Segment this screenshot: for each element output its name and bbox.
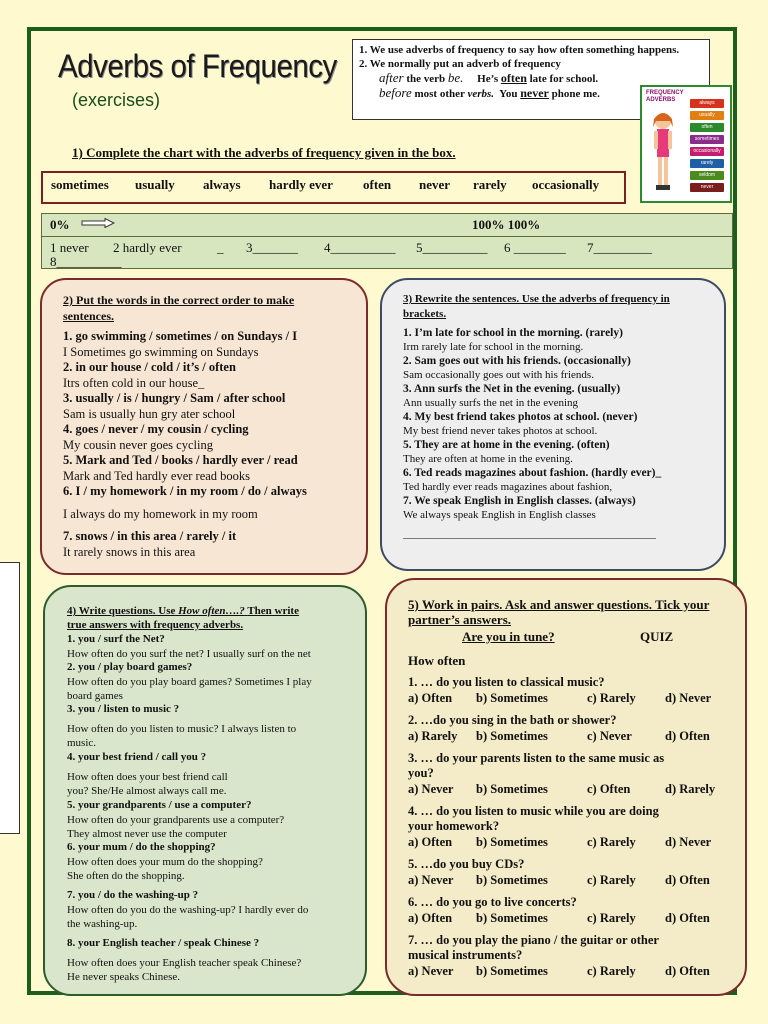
exercise-4-question: 8. your English teacher / speak Chinese ? bbox=[67, 937, 260, 949]
exercise-2-answer: Mark and Ted hardly ever read books bbox=[63, 469, 251, 483]
quiz-title: Are you in tune? bbox=[462, 629, 555, 644]
quiz-option[interactable]: c) Rarely bbox=[587, 835, 636, 849]
exercise-4-answer-cont: She often do the shopping. bbox=[67, 870, 185, 882]
rule-2: 2. We normally put an adverb of frequency bbox=[359, 58, 561, 70]
exercise-4-question: 2. you / play board games? bbox=[67, 661, 193, 673]
quiz-option[interactable]: c) Rarely bbox=[587, 691, 636, 705]
quiz-question: 7. … do you play the piano / the guitar or other bbox=[408, 933, 659, 947]
exercise-4-question: 7. you / do the washing-up ? bbox=[67, 889, 199, 901]
word-box-item: always bbox=[203, 177, 241, 192]
exercise-4-question: 4. your best friend / call you ? bbox=[67, 751, 207, 763]
exercise-2-question: 3. usually / is / hungry / Sam / after school bbox=[63, 391, 286, 405]
exercise-4-answer: How often does your best friend call bbox=[67, 771, 228, 783]
exercise-4-answer: How often do you do the washing-up? I hardly ever do bbox=[67, 904, 309, 916]
quiz-option[interactable]: b) Sometimes bbox=[476, 964, 548, 978]
exercise-3-answer: Sam occasionally goes out with his friends. bbox=[403, 369, 594, 381]
poster-tag-list bbox=[690, 99, 724, 195]
exercise-3-answer: Ted hardly ever reads magazines about fashion, bbox=[403, 481, 613, 493]
quiz-option[interactable]: a) Often bbox=[408, 691, 453, 705]
quiz-option[interactable]: a) Often bbox=[408, 911, 453, 925]
quiz-option[interactable]: d) Never bbox=[665, 835, 712, 849]
exercise-2-answer: My cousin never goes cycling bbox=[63, 438, 213, 452]
quiz-option[interactable]: a) Never bbox=[408, 782, 454, 796]
exercise-1-instruction: 1) Complete the chart with the adverbs of frequency given in the box. bbox=[72, 145, 456, 160]
exercise-3-answer: We always speak English in English classes bbox=[403, 509, 596, 521]
exercise-3-answer: They are often at home in the evening. bbox=[403, 453, 573, 465]
scale-slot-5: 5__________ bbox=[416, 240, 488, 255]
quiz-option[interactable]: d) Often bbox=[665, 729, 710, 743]
word-box-item: usually bbox=[135, 177, 175, 192]
exercise-5-instruction: 5) Work in pairs. Ask and answer questions. Tick your partner’s answers. bbox=[408, 597, 710, 627]
exercise-2-instruction: 2) Put the words in the correct order to make sentences. bbox=[63, 293, 295, 323]
exercise-4-answer-cont: They almost never use the computer bbox=[67, 828, 227, 840]
exercise-4-answer: How often do you play board games? Sometimes I play bbox=[67, 676, 312, 688]
exercise-4-answer: How often do you surf the net? I usually surf on the net bbox=[67, 648, 311, 660]
quiz-question: 2. …do you sing in the bath or shower? bbox=[408, 713, 617, 727]
exercise-3-answer: Ann usually surfs the net in the evening bbox=[403, 397, 579, 409]
quiz-option[interactable]: b) Sometimes bbox=[476, 911, 548, 925]
quiz-option[interactable]: a) Never bbox=[408, 964, 454, 978]
exercise-2-question: 2. in our house / cold / it’s / often bbox=[63, 360, 236, 374]
exercise-3-question: 1. I’m late for school in the morning. (rarely) bbox=[403, 327, 623, 339]
word-box bbox=[41, 171, 626, 204]
quiz-option[interactable]: b) Sometimes bbox=[476, 782, 548, 796]
word-box-item: rarely bbox=[473, 177, 507, 192]
quiz-how-often: How often bbox=[408, 653, 466, 668]
poster-tag: rarely bbox=[690, 159, 724, 168]
exercise-2-answer: I Sometimes go swimming on Sundays bbox=[63, 345, 259, 359]
exercise-2-answer: I always do my homework in my room bbox=[63, 507, 258, 521]
exercise-4-instruction: 4) Write questions. Use How often….? Then write bbox=[67, 605, 299, 617]
quiz-option[interactable]: a) Rarely bbox=[408, 729, 458, 743]
poster-tag: occasionally bbox=[690, 147, 724, 156]
word-box-item: occasionally bbox=[532, 177, 600, 192]
quiz-question: 3. … do your parents listen to the same music as bbox=[408, 751, 665, 765]
poster-tag: usually bbox=[690, 111, 724, 120]
poster-title: FREQUENCY ADVERBS bbox=[646, 90, 684, 103]
poster-tag: seldom bbox=[690, 171, 724, 180]
word-box-item: sometimes bbox=[51, 177, 109, 192]
exercise-3-question: 5. They are at home in the evening. (often) bbox=[403, 439, 610, 451]
scale-slot-2: 2 hardly ever bbox=[113, 240, 182, 255]
quiz-option[interactable]: c) Rarely bbox=[587, 964, 636, 978]
rule-2-example-before: before most other verbs. You never phone me. bbox=[379, 85, 600, 100]
word-box-item: never bbox=[419, 177, 451, 192]
frequency-adverbs-poster bbox=[640, 85, 732, 203]
scale-slot-1: 1 never bbox=[50, 240, 89, 255]
exercise-4-answer-cont: you? She/He almost always call me. bbox=[67, 785, 227, 797]
quiz-option[interactable]: d) Never bbox=[665, 691, 712, 705]
quiz-option[interactable]: d) Often bbox=[665, 911, 710, 925]
quiz-option[interactable]: c) Rarely bbox=[587, 873, 636, 887]
scale-right-label: 100% 100% bbox=[472, 217, 541, 232]
rule-1: 1. We use adverbs of frequency to say how often something happens. bbox=[359, 44, 680, 56]
quiz-question: 5. …do you buy CDs? bbox=[408, 857, 525, 871]
exercise-4-question: 5. your grandparents / use a computer? bbox=[67, 799, 252, 811]
exercise-3-instruction: 3) Rewrite the sentences. Use the adverbs of frequency in brackets. bbox=[403, 293, 670, 320]
exercise-2-question: 6. I / my homework / in my room / do / always bbox=[63, 484, 307, 498]
quiz-question-cont: musical instruments? bbox=[408, 948, 523, 962]
poster-tag: always bbox=[690, 99, 724, 108]
quiz-option[interactable]: c) Often bbox=[587, 782, 631, 796]
exercise-3-answer: Irm rarely late for school in the morning. bbox=[403, 341, 584, 353]
exercise-4-question: 6. your mum / do the shopping? bbox=[67, 841, 216, 853]
quiz-question-cont: your homework? bbox=[408, 819, 500, 833]
quiz-question: 4. … do you listen to music while you are doing bbox=[408, 804, 659, 818]
exercise-4-answer: How often do you listen to music? I always listen to bbox=[67, 723, 297, 735]
quiz-option[interactable]: a) Often bbox=[408, 835, 453, 849]
quiz-option[interactable]: b) Sometimes bbox=[476, 873, 548, 887]
exercise-2-question: 4. goes / never / my cousin / cycling bbox=[63, 422, 249, 436]
poster-tag: sometimes bbox=[690, 135, 724, 144]
scale-slot-7: 7_________ bbox=[587, 240, 652, 255]
exercise-3-question: 3. Ann surfs the Net in the evening. (usually) bbox=[403, 383, 621, 395]
quiz-option[interactable]: b) Sometimes bbox=[476, 835, 548, 849]
word-box-item: hardly ever bbox=[269, 177, 333, 192]
quiz-option[interactable]: d) Rarely bbox=[665, 782, 716, 796]
left-margin-box bbox=[0, 562, 20, 834]
exercise-2-question: 1. go swimming / sometimes / on Sundays / I bbox=[63, 329, 298, 343]
quiz-option[interactable]: c) Never bbox=[587, 729, 632, 743]
exercise-2-question: 7. snows / in this area / rarely / it bbox=[63, 529, 237, 543]
exercise-4-answer: How often do your grandparents use a computer? bbox=[67, 814, 285, 826]
scale-left-label: 0% bbox=[50, 217, 70, 232]
quiz-label: QUIZ bbox=[640, 629, 674, 644]
quiz-option[interactable]: b) Sometimes bbox=[476, 729, 548, 743]
exercise-3-answer: My best friend never takes photos at school. bbox=[403, 425, 598, 437]
exercise-4-answer-cont: He never speaks Chinese. bbox=[67, 971, 181, 983]
right-arrow-icon bbox=[81, 218, 115, 228]
quiz-option[interactable]: d) Often bbox=[665, 964, 710, 978]
scale-slot-6: 6 ________ bbox=[504, 240, 566, 255]
exercise-2-question: 5. Mark and Ted / books / hardly ever / read bbox=[63, 453, 298, 467]
exercise-4-question: 1. you / surf the Net? bbox=[67, 633, 165, 645]
exercise-2-answer: Itrs often cold in our house_ bbox=[63, 376, 205, 390]
frequency-scale-chart bbox=[41, 213, 733, 269]
scale-slot-3: 3_______ bbox=[246, 240, 298, 255]
exercise-4-answer: How often does your mum do the shopping? bbox=[67, 856, 263, 868]
girl-illustration-icon bbox=[650, 109, 676, 195]
exercise-3-question: 2. Sam goes out with his friends. (occasionally) bbox=[403, 355, 631, 367]
exercise-4-question: 3. you / listen to music ? bbox=[67, 703, 180, 715]
exercise-4-instruction-line2: true answers with frequency adverbs. bbox=[67, 619, 244, 631]
scale-slot-8: 8__________ bbox=[50, 254, 122, 269]
exercise-4-answer-cont: music. bbox=[67, 737, 97, 749]
exercise-4-answer-cont: board games bbox=[67, 690, 123, 702]
poster-tag: never bbox=[690, 183, 724, 192]
exercise-3-question: 6. Ted reads magazines about fashion. (hardly ever)_ bbox=[403, 467, 662, 479]
exercise-3-question: 7. We speak English in English classes. (always) bbox=[403, 495, 636, 507]
quiz-question: 1. … do you listen to classical music? bbox=[408, 675, 605, 689]
word-box-item: often bbox=[363, 177, 392, 192]
quiz-question: 6. … do you go to live concerts? bbox=[408, 895, 577, 909]
quiz-option[interactable]: a) Never bbox=[408, 873, 454, 887]
page-title: Adverbs of Frequency bbox=[58, 48, 337, 84]
rule-2-example-after: after the verb be. He’s often late for school. bbox=[379, 70, 599, 85]
page-subtitle: (exercises) bbox=[72, 90, 161, 110]
quiz-option[interactable]: d) Often bbox=[665, 873, 710, 887]
scale-slot-4: 4__________ bbox=[324, 240, 396, 255]
exercise-2-answer: It rarely snows in this area bbox=[63, 545, 196, 559]
quiz-question-cont: you? bbox=[408, 766, 434, 780]
exercise-2-answer: Sam is usually hun gry ater school bbox=[63, 407, 236, 421]
exercise-4-answer-cont: the washing-up. bbox=[67, 918, 138, 930]
quiz-option[interactable]: b) Sometimes bbox=[476, 691, 548, 705]
exercise-3-question: 4. My best friend takes photos at school. (never) bbox=[403, 411, 638, 423]
exercise-3-blank-line: ______________________________________________ bbox=[403, 528, 656, 540]
exercise-4-answer: How often does your English teacher speak Chinese? bbox=[67, 957, 302, 969]
quiz-option[interactable]: c) Rarely bbox=[587, 911, 636, 925]
scale-slot-dash: _ bbox=[217, 240, 224, 255]
poster-tag: often bbox=[690, 123, 724, 132]
